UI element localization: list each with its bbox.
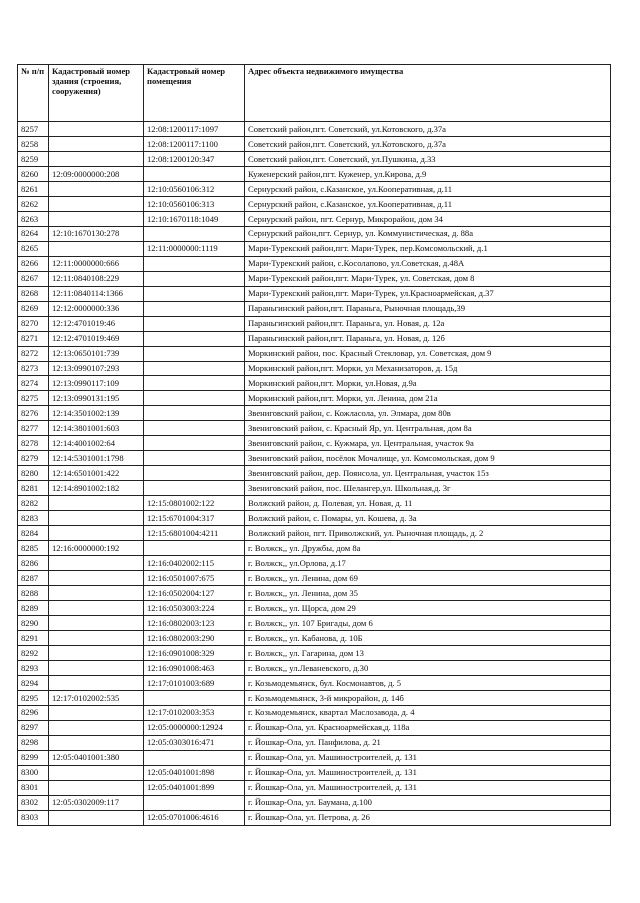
cell-room-cadastral (144, 406, 245, 421)
cell-number: 8278 (18, 436, 49, 451)
table-row (18, 466, 611, 481)
cell-building-cadastral (49, 511, 144, 526)
table-row (18, 166, 611, 181)
cell-building-cadastral: 12:14:5301001:1798 (49, 451, 144, 466)
cell-address: г. Волжск,, ул.Орлова, д.17 (245, 556, 611, 571)
cell-building-cadastral (49, 660, 144, 675)
cell-number: 8289 (18, 601, 49, 616)
table-row (18, 720, 611, 735)
cell-building-cadastral (49, 241, 144, 256)
table-row (18, 586, 611, 601)
header-building-cadastral: Кадастровый номер здания (строения, сооружения) (49, 65, 144, 122)
cell-address: Мари-Турекский район, с.Косолапово, ул.Советская, д.48А (245, 256, 611, 271)
cell-number: 8282 (18, 496, 49, 511)
cell-address: Волжский район, д. Полевая, ул. Новая, д. 11 (245, 496, 611, 511)
cell-room-cadastral (144, 481, 245, 496)
cell-address: Советский район,пгт. Советский, ул.Котовского, д.37а (245, 136, 611, 151)
cell-number: 8280 (18, 466, 49, 481)
cell-number: 8260 (18, 166, 49, 181)
cell-number: 8300 (18, 765, 49, 780)
cell-room-cadastral (144, 286, 245, 301)
cell-building-cadastral (49, 810, 144, 825)
table-row (18, 765, 611, 780)
cell-address: Сернурский район, с.Казанское, ул.Кооперативная, д.11 (245, 196, 611, 211)
cell-number: 8261 (18, 181, 49, 196)
cell-address: г. Йошкар-Ола, ул. Машиностроителей, д. 131 (245, 750, 611, 765)
cell-address: Моркинский район, пос. Красный Стекловар, ул. Советская, дом 9 (245, 346, 611, 361)
cell-room-cadastral: 12:05:0401001:899 (144, 780, 245, 795)
cell-building-cadastral (49, 151, 144, 166)
cell-room-cadastral (144, 316, 245, 331)
cell-number: 8275 (18, 391, 49, 406)
cell-number: 8265 (18, 241, 49, 256)
header-room-cadastral: Кадастровый номер помещения (144, 65, 245, 122)
cell-number: 8294 (18, 675, 49, 690)
cell-building-cadastral: 12:14:4001002:64 (49, 436, 144, 451)
cell-room-cadastral (144, 226, 245, 241)
table-row (18, 496, 611, 511)
cell-building-cadastral (49, 496, 144, 511)
table-row (18, 376, 611, 391)
cell-building-cadastral: 12:12:4701019:469 (49, 331, 144, 346)
table-row (18, 750, 611, 765)
cell-room-cadastral (144, 361, 245, 376)
table-row (18, 301, 611, 316)
cell-building-cadastral (49, 136, 144, 151)
table-body (18, 122, 611, 826)
cell-address: г. Йошкар-Ола, ул. Петрова, д. 26 (245, 810, 611, 825)
cell-building-cadastral (49, 675, 144, 690)
cell-address: Сернурский район, пгт. Сернур, Микрорайон, дом 34 (245, 211, 611, 226)
cell-building-cadastral (49, 645, 144, 660)
cell-building-cadastral (49, 556, 144, 571)
cell-room-cadastral (144, 301, 245, 316)
cell-number: 8302 (18, 795, 49, 810)
cell-building-cadastral: 12:13:0990131:195 (49, 391, 144, 406)
cell-number: 8298 (18, 735, 49, 750)
cell-building-cadastral: 12:14:8901002:182 (49, 481, 144, 496)
cell-address: г. Волжск,, ул. Дружбы, дом 8а (245, 541, 611, 556)
property-registry-table (17, 64, 611, 826)
cell-room-cadastral: 12:05:0401001:898 (144, 765, 245, 780)
table-row (18, 571, 611, 586)
cell-address: Звениговский район, с. Красный Яр, ул. Центральная, дом 8а (245, 421, 611, 436)
cell-building-cadastral: 12:12:4701019:46 (49, 316, 144, 331)
cell-building-cadastral: 12:11:0840108:229 (49, 271, 144, 286)
cell-number: 8267 (18, 271, 49, 286)
header-address: Адрес объекта недвижимого имущества (245, 65, 611, 122)
table-row (18, 795, 611, 810)
table-row (18, 511, 611, 526)
cell-building-cadastral: 12:14:3801001:603 (49, 421, 144, 436)
table-row (18, 196, 611, 211)
cell-building-cadastral: 12:17:0102002:535 (49, 690, 144, 705)
cell-number: 8266 (18, 256, 49, 271)
table-header-row (18, 65, 611, 122)
cell-room-cadastral: 12:08:1200117:1100 (144, 136, 245, 151)
cell-room-cadastral: 12:10:1670118:1049 (144, 211, 245, 226)
table-row (18, 451, 611, 466)
cell-number: 8284 (18, 526, 49, 541)
table-row (18, 601, 611, 616)
cell-address: Звениговский район, посёлок Мочалище, ул. Комсомольская, дом 9 (245, 451, 611, 466)
cell-number: 8277 (18, 421, 49, 436)
cell-room-cadastral (144, 271, 245, 286)
cell-room-cadastral: 12:17:0101003:689 (144, 675, 245, 690)
header-number: № п/п (18, 65, 49, 122)
table-row (18, 136, 611, 151)
cell-room-cadastral (144, 436, 245, 451)
table-row (18, 391, 611, 406)
table-row (18, 241, 611, 256)
cell-address: Звениговский район, пос. Шелангер,ул. Школьная,д. 3г (245, 481, 611, 496)
cell-room-cadastral: 12:16:0901008:329 (144, 645, 245, 660)
cell-number: 8272 (18, 346, 49, 361)
table-row (18, 406, 611, 421)
cell-address: Мари-Турекский район,пгт. Мари-Турек, ул.Красноармейская, д.37 (245, 286, 611, 301)
cell-address: Звениговский район, дер. Поянсола, ул. Центральная, участок 15з (245, 466, 611, 481)
cell-number: 8274 (18, 376, 49, 391)
table-row (18, 556, 611, 571)
table-row (18, 122, 611, 137)
cell-address: Параньгинский район,пгт. Параньга, Рыночная площадь,39 (245, 301, 611, 316)
cell-room-cadastral: 12:15:0801002:122 (144, 496, 245, 511)
table-row (18, 271, 611, 286)
cell-number: 8269 (18, 301, 49, 316)
cell-number: 8283 (18, 511, 49, 526)
cell-number: 8285 (18, 541, 49, 556)
cell-number: 8291 (18, 630, 49, 645)
cell-room-cadastral (144, 391, 245, 406)
cell-address: г. Волжск,, ул.Леваневского, д.30 (245, 660, 611, 675)
table-row (18, 331, 611, 346)
cell-room-cadastral: 12:05:0303016:471 (144, 735, 245, 750)
cell-room-cadastral (144, 690, 245, 705)
cell-address: г. Йошкар-Ола, ул. Баумана, д.100 (245, 795, 611, 810)
cell-number: 8273 (18, 361, 49, 376)
cell-address: г. Йошкар-Ола, ул. Машиностроителей, д. 131 (245, 765, 611, 780)
cell-address: г. Волжск,, ул. Щорса, дом 29 (245, 601, 611, 616)
cell-room-cadastral: 12:16:0802003:290 (144, 630, 245, 645)
cell-room-cadastral (144, 421, 245, 436)
cell-building-cadastral (49, 181, 144, 196)
cell-building-cadastral (49, 211, 144, 226)
cell-room-cadastral: 12:11:0000000:1119 (144, 241, 245, 256)
table-row (18, 211, 611, 226)
cell-room-cadastral: 12:16:0502004:127 (144, 586, 245, 601)
cell-room-cadastral: 12:08:1200117:1097 (144, 122, 245, 137)
cell-address: Моркинский район,пгт. Морки, ул. Ленина, дом 21а (245, 391, 611, 406)
table-row (18, 615, 611, 630)
cell-address: г. Козьмодемьянск, бул. Космонавтов, д. 5 (245, 675, 611, 690)
cell-number: 8268 (18, 286, 49, 301)
cell-address: г. Волжск,, ул. Ленина, дом 69 (245, 571, 611, 586)
cell-number: 8303 (18, 810, 49, 825)
cell-building-cadastral (49, 586, 144, 601)
table-row (18, 151, 611, 166)
cell-address: Мари-Турекский район,пгт. Мари-Турек, ул. Советская, дом 8 (245, 271, 611, 286)
cell-address: Параньгинский район,пгт. Параньга, ул. Новая, д. 12а (245, 316, 611, 331)
cell-room-cadastral (144, 750, 245, 765)
cell-address: Моркинский район,пгт. Морки, ул.Новая, д.9а (245, 376, 611, 391)
cell-address: Куженерский район,пгт. Куженер, ул.Кирова, д.9 (245, 166, 611, 181)
table-row (18, 660, 611, 675)
cell-room-cadastral (144, 166, 245, 181)
cell-number: 8271 (18, 331, 49, 346)
cell-building-cadastral (49, 196, 144, 211)
cell-number: 8293 (18, 660, 49, 675)
cell-number: 8288 (18, 586, 49, 601)
cell-room-cadastral: 12:10:0560106:312 (144, 181, 245, 196)
cell-address: г. Волжск,, ул. 107 Бригады, дом 6 (245, 615, 611, 630)
cell-room-cadastral: 12:16:0802003:123 (144, 615, 245, 630)
table-row (18, 630, 611, 645)
cell-building-cadastral: 12:13:0990107:293 (49, 361, 144, 376)
cell-building-cadastral (49, 526, 144, 541)
cell-number: 8292 (18, 645, 49, 660)
cell-address: г. Йошкар-Ола, ул. Панфилова, д. 21 (245, 735, 611, 750)
cell-building-cadastral (49, 735, 144, 750)
cell-address: Сернурский район, с.Казанское, ул.Кооперативная, д.11 (245, 181, 611, 196)
cell-address: г. Козьмодемьянск, 3-й микрорайон, д. 14б (245, 690, 611, 705)
cell-room-cadastral: 12:10:0560106:313 (144, 196, 245, 211)
cell-room-cadastral (144, 541, 245, 556)
cell-address: г. Йошкар-Ола, ул. Машиностроителей, д. 131 (245, 780, 611, 795)
cell-room-cadastral: 12:17:0102003:353 (144, 705, 245, 720)
cell-address: г. Козьмодемьянск, квартал Маслозавода, д. 4 (245, 705, 611, 720)
cell-building-cadastral: 12:05:0302009:117 (49, 795, 144, 810)
cell-room-cadastral (144, 346, 245, 361)
cell-room-cadastral: 12:05:0000000:12924 (144, 720, 245, 735)
cell-building-cadastral (49, 601, 144, 616)
cell-room-cadastral (144, 376, 245, 391)
table-row (18, 481, 611, 496)
cell-building-cadastral: 12:12:0000000:336 (49, 301, 144, 316)
cell-building-cadastral (49, 705, 144, 720)
cell-address: Параньгинский район,пгт. Параньга, ул. Новая, д. 12б (245, 331, 611, 346)
cell-room-cadastral: 12:08:1200120:347 (144, 151, 245, 166)
table-row (18, 780, 611, 795)
cell-building-cadastral (49, 720, 144, 735)
cell-room-cadastral: 12:15:6701004:317 (144, 511, 245, 526)
table-row (18, 256, 611, 271)
table-row (18, 226, 611, 241)
cell-building-cadastral: 12:11:0840114:1366 (49, 286, 144, 301)
cell-address: г. Волжск,, ул. Гагарина, дом 13 (245, 645, 611, 660)
cell-building-cadastral (49, 122, 144, 137)
cell-building-cadastral: 12:16:0000000:192 (49, 541, 144, 556)
cell-number: 8257 (18, 122, 49, 137)
cell-building-cadastral: 12:05:0401001:380 (49, 750, 144, 765)
table-row (18, 436, 611, 451)
table-row (18, 361, 611, 376)
cell-room-cadastral: 12:16:0503003:224 (144, 601, 245, 616)
cell-number: 8290 (18, 615, 49, 630)
cell-building-cadastral: 12:11:0000000:666 (49, 256, 144, 271)
cell-room-cadastral: 12:16:0901008:463 (144, 660, 245, 675)
cell-address: Звениговский район, с. Кожласола, ул. Элмара, дом 80в (245, 406, 611, 421)
cell-building-cadastral (49, 630, 144, 645)
table-row (18, 690, 611, 705)
table-row (18, 645, 611, 660)
cell-number: 8287 (18, 571, 49, 586)
table-row (18, 316, 611, 331)
cell-number: 8286 (18, 556, 49, 571)
cell-address: Звениговский район, с. Кужмара, ул. Центральная, участок 9а (245, 436, 611, 451)
cell-building-cadastral: 12:13:0990117:109 (49, 376, 144, 391)
cell-building-cadastral: 12:10:1670130:278 (49, 226, 144, 241)
table-row (18, 705, 611, 720)
cell-room-cadastral (144, 795, 245, 810)
cell-building-cadastral: 12:14:3501002:139 (49, 406, 144, 421)
table-row (18, 810, 611, 825)
cell-address: Советский район,пгт. Советский, ул.Пушкина, д.33 (245, 151, 611, 166)
cell-number: 8270 (18, 316, 49, 331)
table-row (18, 181, 611, 196)
cell-number: 8295 (18, 690, 49, 705)
cell-address: Волжский район, с. Помары, ул. Кошева, д. 3а (245, 511, 611, 526)
cell-address: Мари-Турекский район,пгт. Мари-Турек, пер.Комсомольский, д.1 (245, 241, 611, 256)
cell-number: 8296 (18, 705, 49, 720)
table-row (18, 346, 611, 361)
cell-address: г. Волжск,, ул. Ленина, дом 35 (245, 586, 611, 601)
table-row (18, 526, 611, 541)
cell-number: 8279 (18, 451, 49, 466)
cell-address: г. Йошкар-Ола, ул. Красноармейская,д. 118а (245, 720, 611, 735)
cell-building-cadastral: 12:14:6501001:422 (49, 466, 144, 481)
cell-number: 8276 (18, 406, 49, 421)
cell-number: 8301 (18, 780, 49, 795)
cell-address: г. Волжск,, ул. Кабанова, д. 10Б (245, 630, 611, 645)
table-row (18, 735, 611, 750)
cell-address: Волжский район, пгт. Приволжский, ул. Рыночная площадь, д. 2 (245, 526, 611, 541)
cell-address: Сернурский район,пгт. Сернур, ул. Коммунистическая, д. 88а (245, 226, 611, 241)
cell-room-cadastral (144, 451, 245, 466)
cell-number: 8299 (18, 750, 49, 765)
table-row (18, 421, 611, 436)
cell-building-cadastral: 12:13:0650101:739 (49, 346, 144, 361)
cell-building-cadastral: 12:09:0000000:208 (49, 166, 144, 181)
cell-room-cadastral (144, 331, 245, 346)
cell-number: 8264 (18, 226, 49, 241)
cell-room-cadastral: 12:05:0701006:4616 (144, 810, 245, 825)
cell-address: Советский район,пгт. Советский, ул.Котовского, д.37а (245, 122, 611, 137)
cell-room-cadastral: 12:16:0402002:115 (144, 556, 245, 571)
cell-address: Моркинский район,пгт. Морки, ул Механизаторов, д. 15д (245, 361, 611, 376)
cell-room-cadastral: 12:15:6801004:4211 (144, 526, 245, 541)
cell-building-cadastral (49, 615, 144, 630)
cell-number: 8258 (18, 136, 49, 151)
cell-room-cadastral: 12:16:0501007:675 (144, 571, 245, 586)
cell-room-cadastral (144, 466, 245, 481)
cell-number: 8297 (18, 720, 49, 735)
table-row (18, 541, 611, 556)
table-row (18, 286, 611, 301)
cell-building-cadastral (49, 780, 144, 795)
table-row (18, 675, 611, 690)
cell-number: 8259 (18, 151, 49, 166)
cell-number: 8281 (18, 481, 49, 496)
cell-building-cadastral (49, 765, 144, 780)
cell-number: 8262 (18, 196, 49, 211)
cell-building-cadastral (49, 571, 144, 586)
cell-number: 8263 (18, 211, 49, 226)
cell-room-cadastral (144, 256, 245, 271)
